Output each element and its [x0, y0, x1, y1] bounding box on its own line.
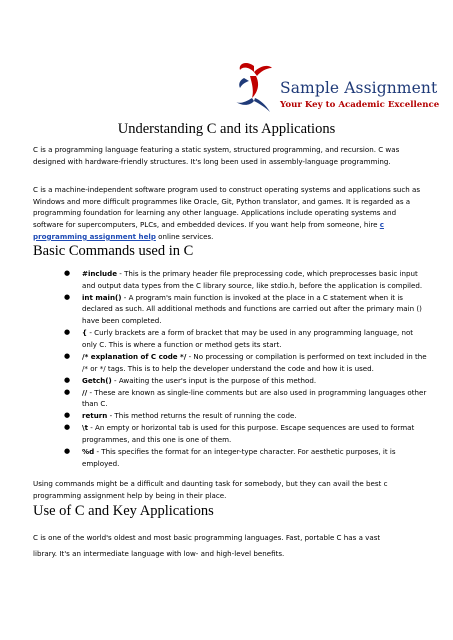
brand-name: Sample Assignment — [280, 79, 438, 97]
command-description: - This specifies the format for an integer-type character. For aesthetic purposes, it is employed. — [82, 446, 396, 468]
command-description: - This method returns the result of running the code. — [107, 411, 297, 421]
list-item — [33, 327, 428, 350]
command-term: %d — [82, 446, 95, 456]
command-term: // — [82, 387, 88, 397]
command-description: - Awaiting the user's input is the purpose of this method. — [111, 375, 317, 385]
bullet-icon: ● — [64, 328, 71, 337]
use-of-c-paragraph — [33, 530, 423, 562]
intro-paragraph-2-tail: online services. — [155, 231, 214, 241]
intro-paragraph-2-text: C is a machine-independent software program used to construct operating systems and applications such as Windows and more difficult programmes like Oracle, Git, Python translator, and games. It is regarded as a programming foundation for learning any other language. Applications include operating systems and software for supercomputers, PLCs, and embedded devices. If you want help from someone, hire — [33, 185, 421, 230]
commands-closing-paragraph: Using commands might be a difficult and daunting task for somebody, but they can avail the best c programming assignment help by being in their place. — [33, 479, 388, 500]
bullet-icon: ● — [64, 269, 71, 277]
command-term: \t — [82, 423, 88, 433]
c-programming-help-link[interactable]: c programming assignment help — [33, 220, 384, 241]
command-term: Getch() — [82, 375, 112, 385]
intro-paragraph-1: C is a programming language featuring a static system, structured programming, and recursion. C was designed with hardware-friendly structures. It's long been used in assembly-language programming. — [33, 145, 400, 166]
command-term: #include — [82, 269, 118, 278]
brand-tagline: Your Key to Academic Excellence — [280, 100, 440, 110]
command-description: - These are known as single-line comments but are also used in programming languages other than C. — [82, 387, 427, 409]
list-item — [33, 292, 428, 327]
list-item — [33, 446, 428, 469]
list-item — [33, 268, 428, 291]
document-title: Understanding C and its Applications — [117, 121, 336, 137]
bullet-icon: ● — [64, 292, 71, 301]
list-item — [33, 351, 428, 374]
bullet-icon: ● — [64, 387, 71, 396]
list-item — [33, 387, 428, 410]
command-description: - No processing or compilation is performed on text included in the /* or */ tags. This is to help the developer understand the code and how it is used. — [82, 351, 427, 373]
bullet-icon: ● — [64, 446, 71, 455]
command-description: - Curly brackets are a form of bracket that may be used in any programming language, not only C. This is where a function or method gets its start. — [82, 328, 414, 349]
bullet-icon: ● — [64, 375, 71, 384]
command-term: return — [82, 411, 108, 421]
section-heading-use-of-c: Use of C and Key Applications — [33, 503, 214, 519]
brand-mark-icon — [232, 58, 278, 114]
brand-logo[interactable] — [232, 58, 440, 114]
bullet-icon: ● — [64, 423, 71, 432]
use-of-c-line-2: library. It's an intermediate language with low- and high-level benefits. — [33, 549, 285, 558]
intro-paragraph-2 — [33, 184, 423, 243]
use-of-c-line-1: C is one of the world's oldest and most basic programming languages. Fast, portable C has a vast — [33, 533, 381, 542]
bullet-icon: ● — [64, 411, 71, 420]
list-item — [33, 422, 428, 445]
command-description: - An empty or horizontal tab is used for this purpose. Escape sequences are used to format programmes, and this one is one of them. — [82, 423, 415, 444]
command-term: /* explanation of C code */ — [82, 351, 187, 361]
command-description: - This is the primary header file preprocessing code, which preprocesses basic input and output data types from the C library source, like stdio.h, before the application is compiled. — [82, 269, 423, 290]
bullet-icon: ● — [64, 351, 71, 360]
command-term: { — [82, 328, 88, 338]
list-item — [33, 410, 428, 422]
command-description: - A program's main function is invoked at the place in a C statement when it is declared as such. All additional methods and functions are carried out after the primary main () have been completed. — [82, 292, 422, 326]
command-term: int main() — [82, 292, 122, 302]
section-heading-basic-commands: Basic Commands used in C — [33, 243, 194, 259]
commands-list — [33, 268, 428, 470]
list-item — [33, 375, 428, 387]
